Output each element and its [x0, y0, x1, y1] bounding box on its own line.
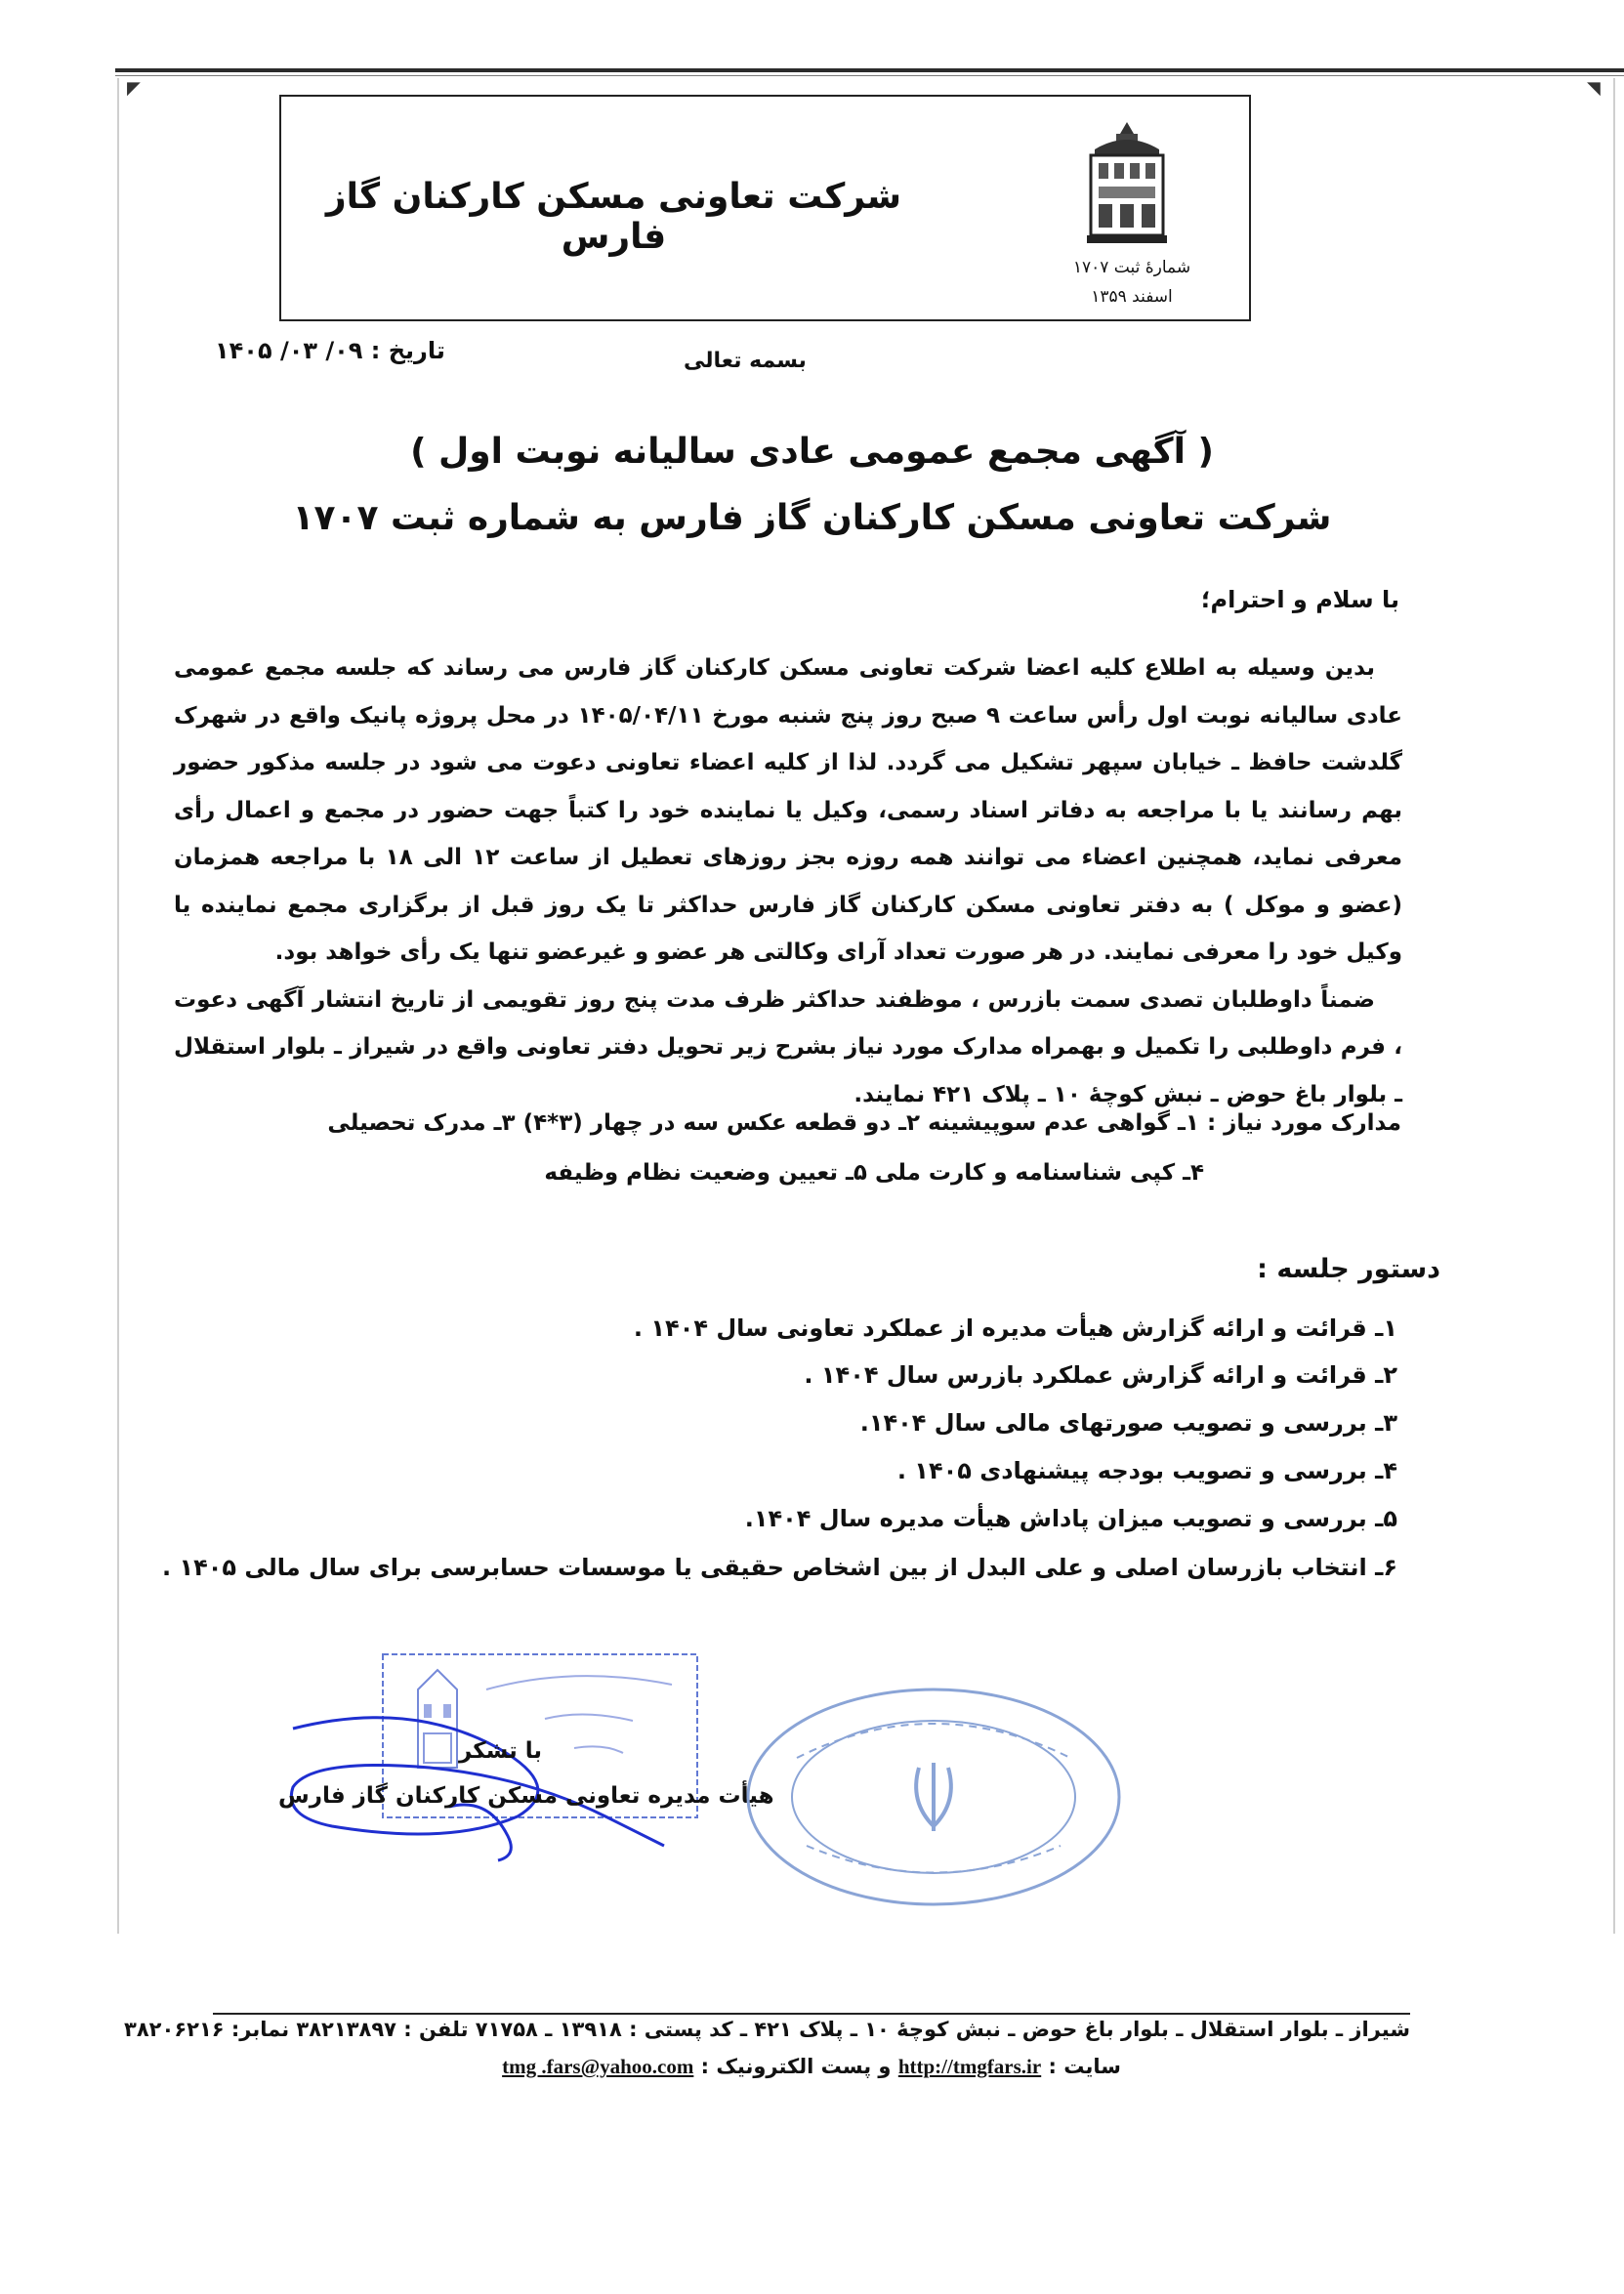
- official-seal: [738, 1680, 1129, 1914]
- email-label: و پست الکترونیک :: [700, 2055, 892, 2078]
- required-documents-line-2: ۴ـ کپی شناسنامه و کارت ملی ۵ـ تعیین وضعیت نظام وظیفه: [544, 1160, 1204, 1186]
- body-paragraph-1: بدین وسیله به اطلاع کلیه اعضا شرکت تعاونی مسکن کارکنان گاز فارس می رساند که جلسه مجمع عمومی عادی سالیانه نوبت اول رأس ساعت ۹ صبح روز پنج شنبه مورخ ۱۴۰۵/۰۴/۱۱ در محل پروژه پانیک واقع در شهرک گلدشت حافظ ـ خیابان سپهر تشکیل می گردد. لذا از کلیه اعضاء تعاونی دعوت می شود در جلسه مذکور حضور بهم رسانند یا با مراجعه به دفاتر اسناد رسمی، وکیل یا نماینده خود را کتباً جهت حضور در مجمع و اعمال رأی معرفی نماید، همچنین اعضاء می توانند همه روزه بجز روزهای تعطیل از ساعت ۱۲ الی ۱۸ با مراجعه همزمان (عضو و موکل ) به دفتر تعاونی مسکن کارکنان گاز فارس حداکثر تا یک روز قبل از برگزاری مجمع نماینده یا وکیل خود را معرفی نمایند. در هر صورت تعداد آرای وکالتی هر عضو و غیرعضو تنها یک رأی خواهد بود.: [174, 655, 1402, 965]
- body-paragraph-2: ضمناً داوطلبان تصدی سمت بازرس ، موظفند حداکثر ظرف مدت پنج روز تقویمی از تاریخ انتشار آگهی دعوت ، فرم داوطلبی را تکمیل و بهمراه مدارک مورد نیاز بشرح زیر تحویل دفتر تعاونی واقع در شیراز ـ بلوار استقلال ـ بلوار باغ حوض ـ نبش کوچۀ ۱۰ ـ پلاک ۴۲۱ نمایند.: [174, 986, 1402, 1107]
- company-logo: [1073, 116, 1181, 253]
- agenda-item: ۵ـ بررسی و تصویب میزان پاداش هیأت مدیره سال ۱۴۰۴.: [744, 1505, 1397, 1532]
- corner-mark-left: ◤: [127, 78, 141, 99]
- greeting: با سلام و احترام؛: [1200, 586, 1399, 613]
- site-label: سایت :: [1048, 2055, 1121, 2078]
- notice-title: ( آگهی مجمع عمومی عادی سالیانه نوبت اول ): [410, 432, 1214, 472]
- agenda-item: ۴ـ بررسی و تصویب بودجه پیشنهادی ۱۴۰۵ .: [896, 1457, 1397, 1484]
- letterhead-box: [279, 95, 1251, 321]
- site-link[interactable]: http://tmgfars.ir: [897, 2055, 1042, 2078]
- signature-thanks: با تشکر: [459, 1738, 543, 1764]
- page-top-border: [115, 68, 1624, 72]
- basmala: بسمه تعالی: [684, 349, 807, 373]
- registration-date: اسفند ۱۳۵۹: [1091, 287, 1173, 307]
- agenda-item: ۱ـ قرائت و ارائه گزارش هیأت مدیره از عملکرد تعاونی سال ۱۴۰۴ .: [633, 1314, 1397, 1342]
- signature-scribble: [273, 1689, 684, 1865]
- agenda-item: ۶ـ انتخاب بازرسان اصلی و علی البدل از بین اشخاص حقیقی یا موسسات حسابرسی برای سال مالی ۱۴۰۵ .: [162, 1554, 1397, 1581]
- email-link[interactable]: tmg .fars@yahoo.com: [502, 2055, 694, 2078]
- footer-address: شیراز ـ بلوار استقلال ـ بلوار باغ حوض ـ نبش کوچۀ ۱۰ ـ پلاک ۴۲۱ ـ کد پستی : ۱۳۹۱۸ ـ ۷۱۷۵۸ تلفن : ۳۸۲۱۳۸۹۷ نمابر: ۳۸۲۰۶۲۱۶: [124, 2018, 1410, 2041]
- page-left-border: [117, 78, 119, 1934]
- notice-subtitle: شرکت تعاونی مسکن کارکنان گاز فارس به شماره ثبت ۱۷۰۷: [292, 498, 1332, 538]
- agenda-item: ۳ـ بررسی و تصویب صورتهای مالی سال ۱۴۰۴.: [859, 1409, 1397, 1437]
- signature-board: هیأت مدیره تعاونی مسکن کارکنان گاز فارس: [278, 1783, 774, 1809]
- notice-body: [174, 645, 1402, 1118]
- page-top-border-thin: [115, 75, 1624, 76]
- agenda-item: ۲ـ قرائت و ارائه گزارش عملکرد بازرس سال ۱۴۰۴ .: [804, 1361, 1397, 1389]
- required-documents-line-1: مدارک مورد نیاز : ۱ـ گواهی عدم سوپیشینه ۲ـ دو قطعه عکس سه در چهار (۳*۴) ۳ـ مدرک تحصیلی: [327, 1110, 1401, 1136]
- letterhead-company-name: شرکت تعاونی مسکن کارکنان گاز فارس: [325, 177, 902, 257]
- agenda-title: دستور جلسه :: [1257, 1254, 1440, 1284]
- letter-date: تاریخ : ۰۹/ ۰۳/ ۱۴۰۵: [215, 337, 445, 364]
- registration-number: شمارۀ ثبت ۱۷۰۷: [1072, 258, 1191, 277]
- footer-divider: [213, 2013, 1410, 2015]
- footer-web: [213, 2055, 1410, 2079]
- corner-mark-right: ◥: [1587, 78, 1601, 99]
- page-right-border: [1613, 78, 1615, 1934]
